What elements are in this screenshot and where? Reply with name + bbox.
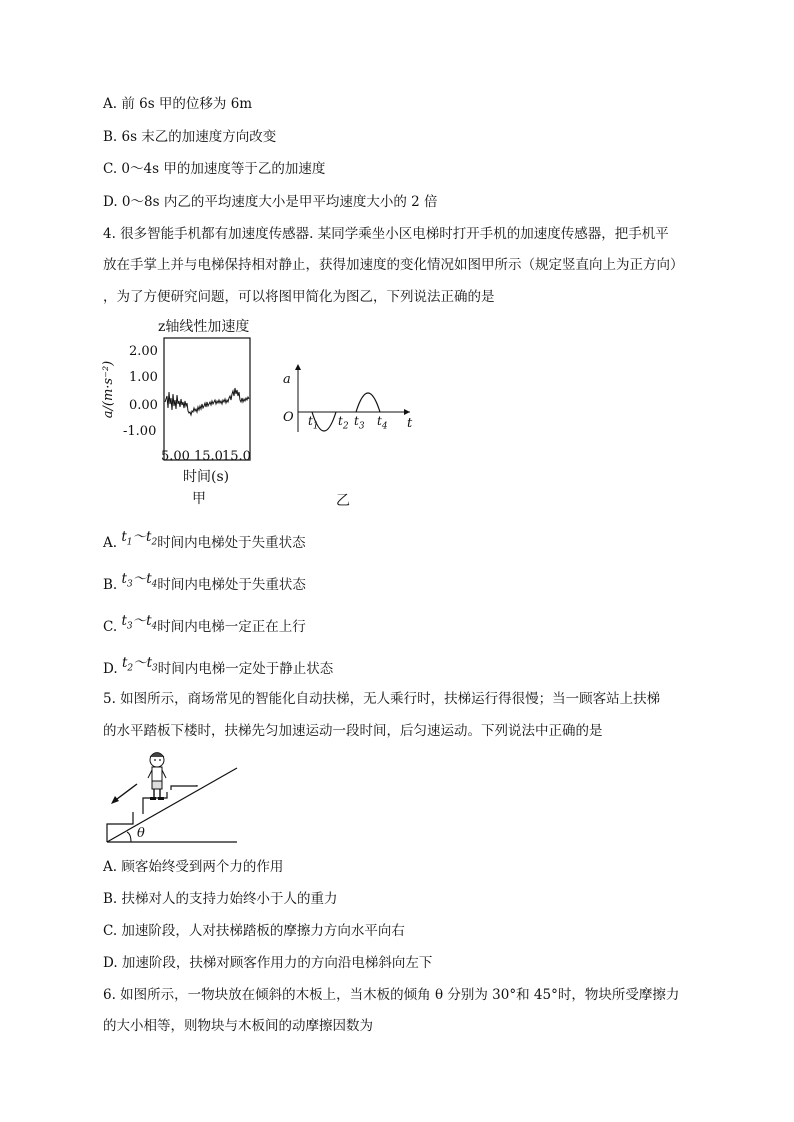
- figure-jia-caption: 甲: [192, 491, 206, 507]
- figure-yi-positive-lobe: [356, 393, 380, 412]
- escalator-angle-label: θ: [137, 826, 145, 841]
- q3-option-b: B. 6s 末乙的加速度方向改变: [103, 129, 277, 145]
- figure-jia-xtick: 15.0: [194, 449, 223, 464]
- q3-option-d: D. 0～8s 内乙的平均速度大小是甲平均速度大小的 2 倍: [103, 194, 438, 210]
- figure-jia-signal: [165, 388, 249, 415]
- figure-yi-origin: O: [283, 410, 294, 425]
- figure-yi: [280, 360, 420, 440]
- q4-option-b: B. $t_3\sim t_4$时间内电梯处于失重状态: [103, 571, 306, 593]
- figure-jia-ytick: -1.00: [123, 424, 157, 439]
- q5-stem-line-2: 的水平踏板下楼时，扶梯先匀加速运动一段时间，后匀速运动。下列说法中正确的是: [103, 723, 603, 739]
- q5-option-d: D. 加速阶段，扶梯对顾客作用力的方向沿电梯斜向左下: [103, 955, 433, 971]
- figure-jia-ytick: 1.00: [129, 370, 158, 385]
- q4-stem-line-3: ，为了方便研究问题，可以将图甲简化为图乙，下列说法正确的是: [103, 289, 495, 305]
- escalator-drawing: [105, 748, 245, 848]
- figure-jia-ytick: 0.00: [129, 398, 158, 413]
- figure-yi-caption: 乙: [336, 493, 350, 509]
- q4-stem-line-2: 放在手掌上并与电梯保持相对静止，获得加速度的变化情况如图甲所示（规定竖直向上为正方向）: [103, 257, 684, 273]
- figure-yi-t1: $t_1$: [308, 414, 319, 432]
- figure-jia-xlabel: 时间(s): [183, 469, 230, 485]
- figure-jia-title: z轴线性加速度: [158, 319, 250, 335]
- q4-option-d: D. $t_2\sim t_3$时间内电梯一定处于静止状态: [103, 655, 334, 677]
- figure-yi-t4: $t_4$: [377, 414, 388, 432]
- q6-stem-line-1: 6. 如图所示，一物块放在倾斜的木板上，当木板的倾角 θ 分别为 30°和 45°时，物块所受摩擦力: [103, 987, 680, 1003]
- figure-jia-ylabel: a/(m·s⁻²): [101, 360, 117, 419]
- q5-option-b: B. 扶梯对人的支持力始终小于人的重力: [103, 891, 338, 907]
- q6-stem-line-2: 的大小相等，则物块与木板间的动摩擦因数为: [103, 1018, 373, 1034]
- figure-jia: [101, 316, 270, 506]
- figure-yi-axis-a: a: [283, 372, 291, 387]
- q4-stem-line-1: 4. 很多智能手机都有加速度传感器. 某同学乘坐小区电梯时打开手机的加速度传感器，把手机平: [103, 226, 669, 242]
- figure-jia-xtick: 15.0: [222, 449, 251, 464]
- figure-jia-ytick: 2.00: [129, 344, 158, 359]
- q5-stem-line-1: 5. 如图所示，商场常见的智能化自动扶梯，无人乘行时，扶梯运行得很慢；当一顾客站上扶梯: [103, 691, 661, 707]
- q4-option-a: A. $t_1\sim t_2$时间内电梯处于失重状态: [103, 529, 306, 551]
- escalator-figure: [105, 748, 245, 848]
- figure-yi-t2: $t_2$: [338, 414, 349, 432]
- child-figure: [148, 753, 166, 801]
- figure-jia-xtick: 5.00: [161, 449, 190, 464]
- figure-yi-axis-t: t: [407, 416, 413, 431]
- figure-jia-ylabel-wrap: [101, 346, 132, 436]
- q5-option-c: C. 加速阶段，人对扶梯踏板的摩擦力方向水平向右: [103, 923, 405, 939]
- figure-yi-t3: $t_3$: [354, 414, 365, 432]
- q3-option-c: C. 0～4s 甲的加速度等于乙的加速度: [103, 161, 326, 177]
- q5-option-a: A. 顾客始终受到两个力的作用: [103, 859, 284, 875]
- q3-option-a: A. 前 6s 甲的位移为 6m: [103, 96, 253, 112]
- figure-yi-plot: [280, 360, 420, 440]
- q4-option-c: C. $t_3\sim t_4$时间内电梯一定正在上行: [103, 613, 306, 635]
